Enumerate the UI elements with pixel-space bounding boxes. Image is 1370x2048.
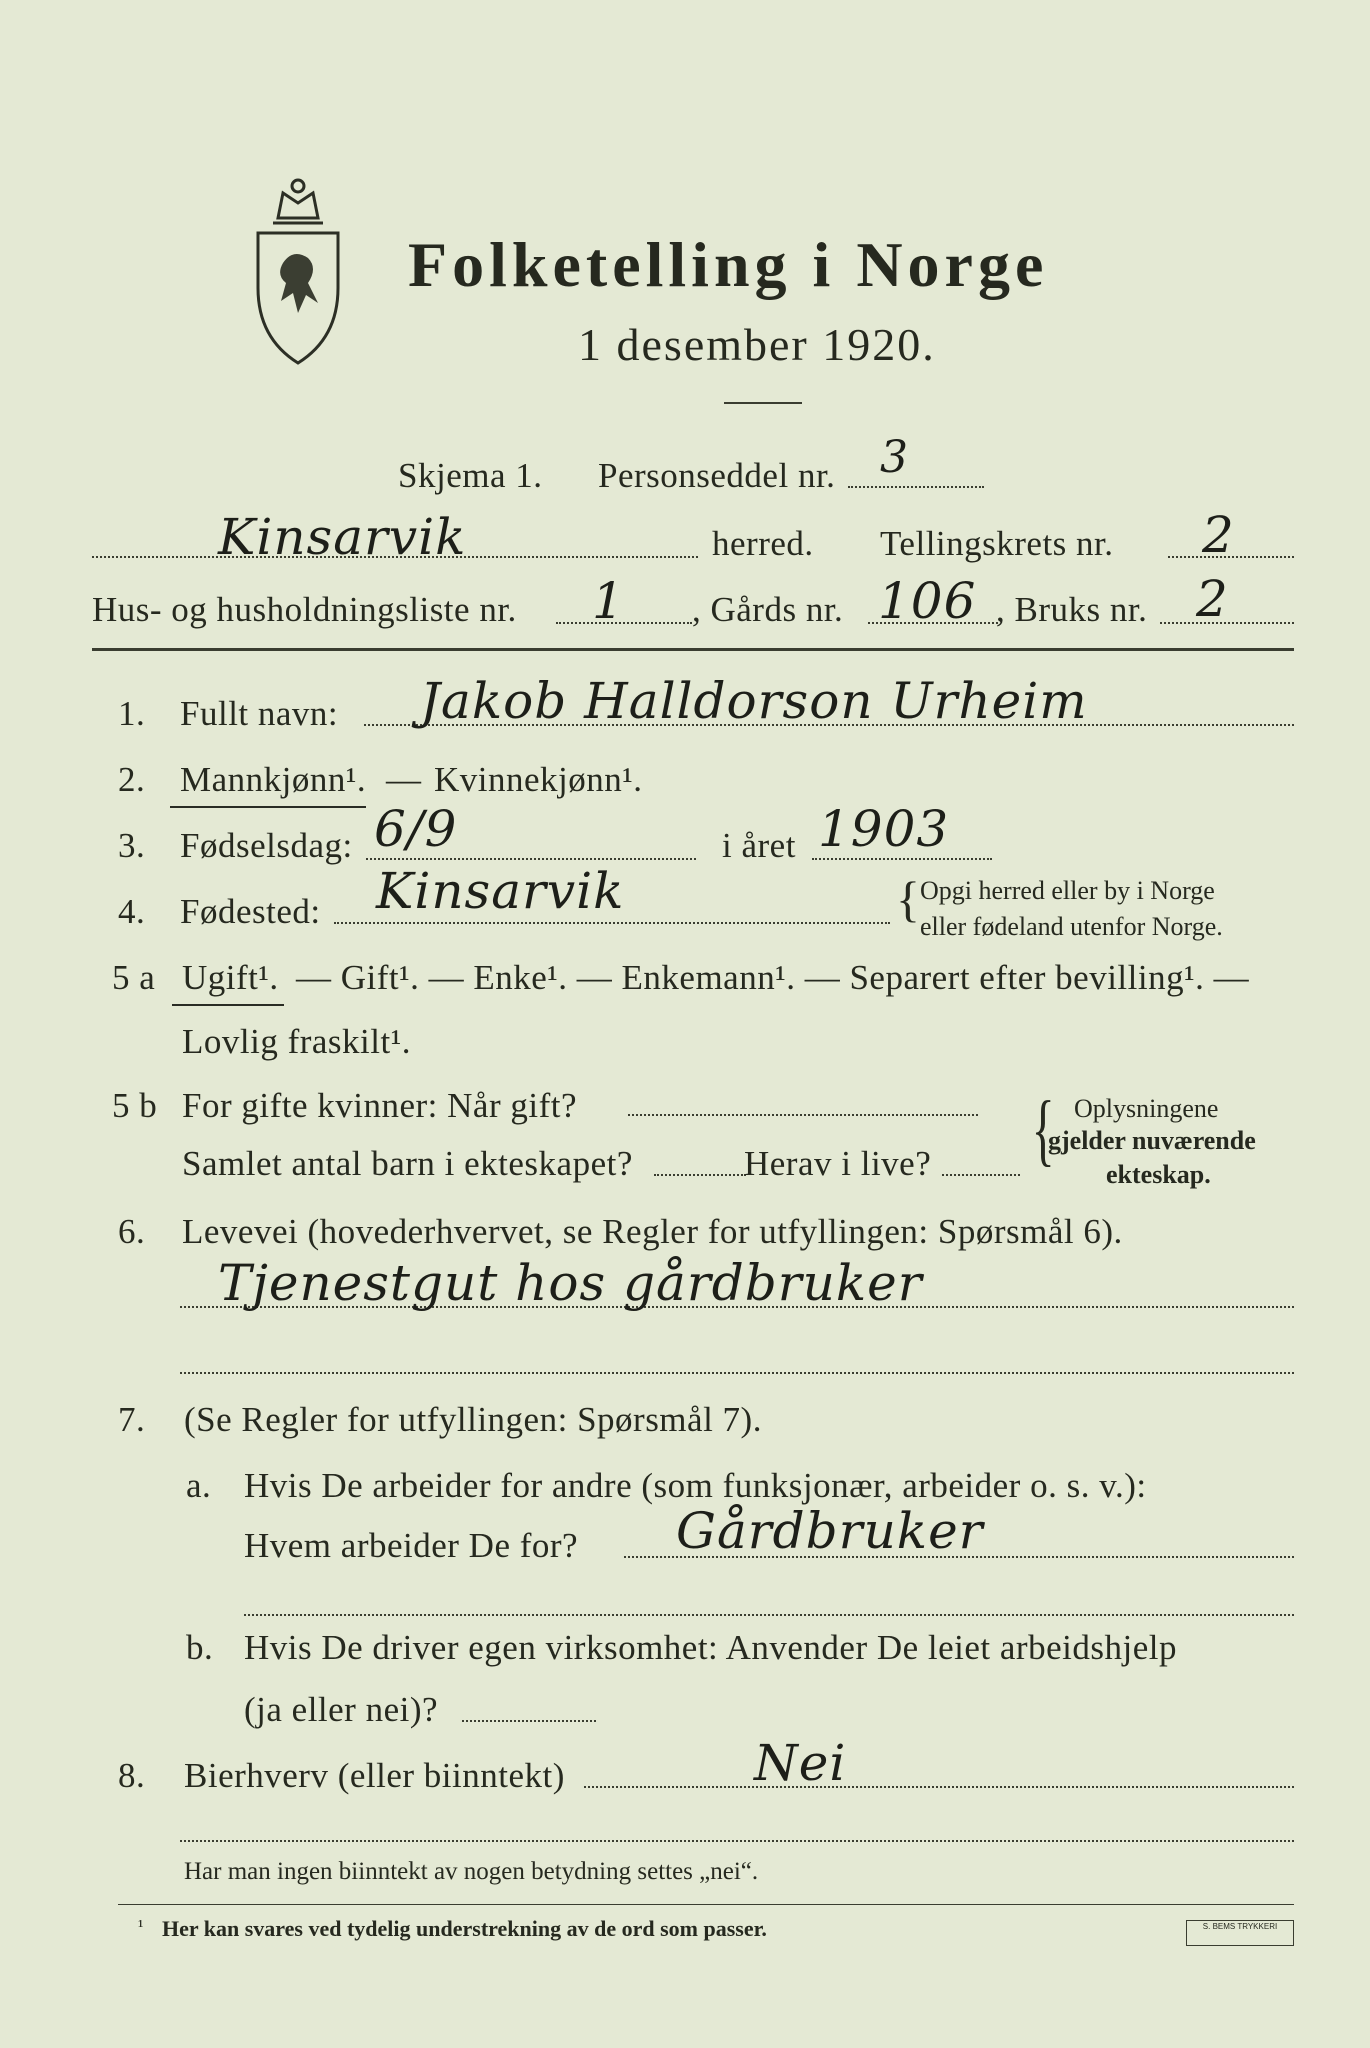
q2-male-underline [170, 806, 366, 808]
q3-day-value: 6/9 [374, 800, 458, 858]
q4-value: Kinsarvik [376, 862, 625, 920]
q3-year-line [812, 858, 992, 860]
printer-stamp: S. BEMS TRYKKERI [1186, 1920, 1294, 1946]
form-title: Folketelling i Norge [408, 229, 1049, 300]
q6-number: 6. [118, 1212, 146, 1251]
q1-value: Jakob Halldorson Urheim [420, 672, 1088, 730]
personseddel-value: 3 [880, 432, 909, 483]
q8-label: Bierhverv (eller biinntekt) [184, 1756, 565, 1795]
q7-number: 7. [118, 1400, 146, 1439]
q4-line [334, 922, 890, 924]
q8-line-1 [584, 1786, 1294, 1788]
personseddel-line [848, 486, 984, 488]
q3-number: 3. [118, 826, 146, 865]
q5a-ugift: Ugift¹. [182, 958, 279, 997]
footer-note: Har man ingen biinntekt av nogen betydning settes „nei“. [184, 1858, 759, 1885]
q4-note-brace: { [896, 871, 920, 927]
bruks-label: , Bruks nr. [996, 590, 1148, 629]
q5a-fraskilt: Lovlig fraskilt¹. [182, 1022, 411, 1061]
q5a-ugift-underline [172, 1004, 284, 1006]
footnote-text: Her kan svares ved tydelig understrekning av de ord som passer. [162, 1916, 767, 1941]
q3-label: Fødselsdag: [180, 826, 353, 865]
q5b-alive-line [942, 1174, 1020, 1176]
personseddel-label: Personseddel nr. [598, 456, 836, 495]
q2-female: Kvinnekjønn¹. [434, 760, 643, 799]
gards-label: , Gårds nr. [692, 590, 844, 629]
q2-separator: — [386, 760, 422, 799]
footnote-number: ¹ [138, 1916, 144, 1936]
bruks-value: 2 [1196, 570, 1229, 628]
q2-number: 2. [118, 760, 146, 799]
title-divider [724, 402, 802, 404]
q5b-note-brace: { [1031, 1086, 1055, 1174]
q5b-children-label: Samlet antal barn i ekteskapet? [182, 1144, 633, 1183]
q4-note-1: Opgi herred eller by i Norge [920, 876, 1215, 905]
q3-day-line [366, 858, 696, 860]
q8-line-2 [180, 1840, 1294, 1842]
schema-label: Skjema 1. [398, 456, 543, 495]
q7a-line1: Hvis De arbeider for andre (som funksjonær, arbeider o. s. v.): [244, 1466, 1147, 1505]
q7-label: (Se Regler for utfyllingen: Spørsmål 7). [184, 1400, 762, 1439]
q7a-extra-line [244, 1614, 1294, 1616]
q7b-line1: Hvis De driver egen virksomhet: Anvender De leiet arbeidshjelp [244, 1628, 1177, 1667]
q5b-note-2: gjelder nuværende [1048, 1126, 1256, 1155]
q4-number: 4. [118, 892, 146, 931]
husholdning-value: 1 [592, 572, 625, 630]
q5a-number: 5 a [112, 958, 156, 997]
q8-number: 8. [118, 1756, 146, 1795]
q3-year-value: 1903 [818, 800, 950, 858]
q7a-value: Gårdbruker [676, 1502, 984, 1560]
q5b-alive-label: Herav i live? [744, 1144, 932, 1183]
q6-line-2 [180, 1372, 1294, 1374]
footer-divider [118, 1904, 1294, 1905]
q3-year-label: i året [722, 826, 796, 865]
q5b-line1: For gifte kvinner: Når gift? [182, 1086, 578, 1125]
q1-label: Fullt navn: [180, 694, 339, 733]
coat-of-arms-icon [238, 168, 358, 368]
q5b-number: 5 b [112, 1086, 158, 1125]
herred-label: herred. [712, 524, 814, 563]
q5b-when-line [628, 1114, 978, 1116]
census-date: 1 desember 1920. [578, 319, 936, 370]
q7b-line2: (ja eller nei)? [244, 1690, 439, 1729]
q4-note-2: eller fødeland utenfor Norge. [920, 912, 1223, 941]
q7a-line2: Hvem arbeider De for? [244, 1526, 579, 1565]
q7b-letter: b. [186, 1628, 214, 1667]
q5b-note-1: Oplysningene [1074, 1094, 1219, 1123]
tellingskrets-value: 2 [1202, 506, 1235, 564]
q7b-answer-line [462, 1720, 596, 1722]
q6-label: Levevei (hovederhvervet, se Regler for utfyllingen: Spørsmål 6). [182, 1212, 1123, 1251]
q1-number: 1. [118, 694, 146, 733]
tellingskrets-label: Tellingskrets nr. [880, 524, 1114, 563]
q7a-letter: a. [186, 1466, 212, 1505]
herred-value: Kinsarvik [218, 508, 467, 566]
q6-value: Tjenestgut hos gårdbruker [218, 1254, 923, 1312]
q2-male: Mannkjønn¹. [180, 760, 367, 799]
husholdning-label: Hus- og husholdningsliste nr. [92, 590, 517, 629]
header-divider [92, 648, 1294, 651]
q4-label: Fødested: [180, 892, 321, 931]
q5a-options: — Gift¹. — Enke¹. — Enkemann¹. — Separert efter bevilling¹. — [296, 958, 1250, 997]
gards-value: 106 [878, 572, 977, 630]
q8-value: Nei [754, 1734, 847, 1792]
q5b-children-line [654, 1174, 746, 1176]
q5b-note-3: ekteskap. [1106, 1160, 1211, 1189]
